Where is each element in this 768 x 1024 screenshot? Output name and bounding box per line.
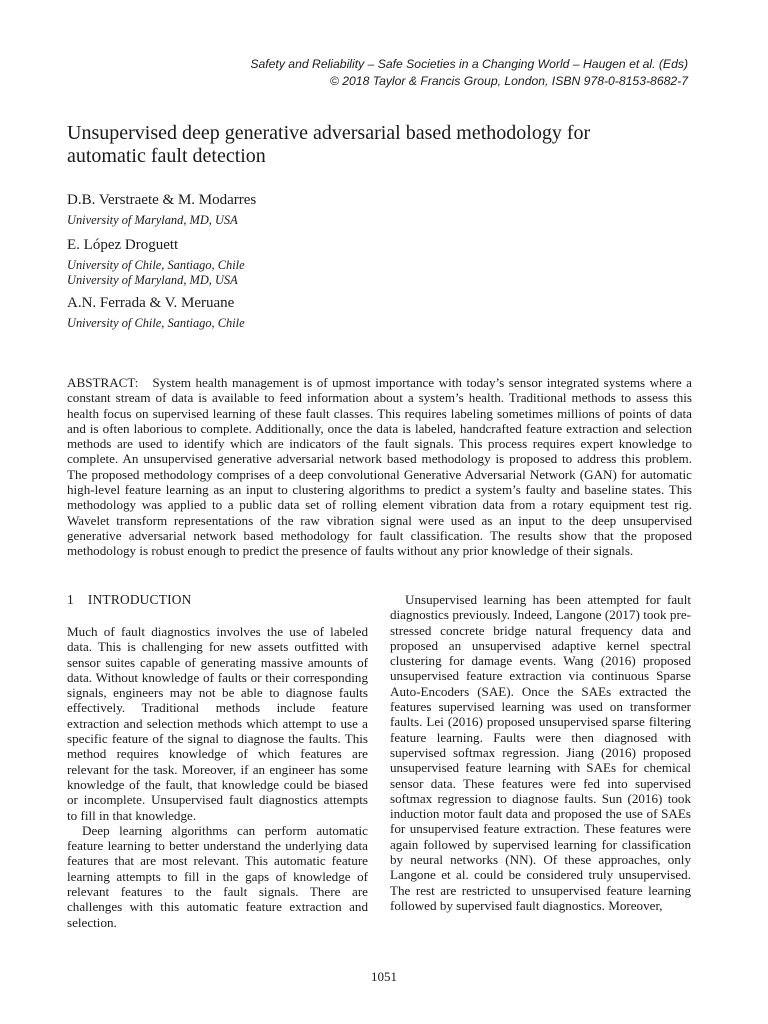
abstract-label: ABSTRACT:: [67, 375, 139, 390]
section-number: 1: [67, 592, 74, 607]
title-line-2: automatic fault detection: [67, 145, 266, 167]
section-heading: [67, 592, 368, 608]
author-names: D.B. Verstraete & M. Modarres: [67, 192, 257, 208]
body-paragraph: Much of fault diagnostics involves the use of labeled data. This is challenging for new assets outfitted with sensor suites capable of generating massive amounts of data. Without knowledge of faults or their corresponding signals, engineers may not be able to diagnose faults effectively. Traditional methods include feature extraction and selection methods which attempt to use a specific feature of the signal to diagnose the faults. This method requires knowledge of which features are relevant for the task. Moreover, if an engineer has some knowledge of the fault, that knowledge could be biased or incomplete. Unsupervised fault diagnostics attempts to fill in that knowledge.: [67, 624, 368, 823]
author-affiliation: University of Chile, Santiago, Chile: [67, 316, 245, 330]
header-line-copyright: © 2018 Taylor & Francis Group, London, ISBN 978-0-8153-8682-7: [329, 74, 688, 88]
body-column-left: [67, 592, 368, 930]
body-paragraph: Deep learning algorithms can perform automatic feature learning to better understand the underlying data features that are most relevant. This automatic feature learning attempts to fill in the gaps of knowledge of relevant features to the fault signals. There are challenges with this automatic feature extraction and selection.: [67, 822, 368, 930]
author-names: A.N. Ferrada & V. Meruane: [67, 295, 235, 311]
body-column-right: [390, 592, 691, 913]
author-group-1: [67, 191, 667, 228]
running-header: [88, 56, 688, 90]
body-paragraph: Unsupervised learning has been attempted for fault diagnostics previously. Indeed, Langone (2017) took pre-stressed concrete bridge natural frequency data and proposed an unsupervised adaptive kernel spectral clustering for damage events. Wang (2016) proposed unsupervised feature extraction via continuous Sparse Auto-Encoders (SAE). Once the SAEs extracted the features supervised learning was used on transformer faults. Lei (2016) proposed unsupervised sparse filtering feature learning. Faults were then diagnosed with supervised softmax regression. Jiang (2016) proposed unsupervised feature learning with SAEs for chemical sensor data. These features were fed into supervised softmax regression to diagnose faults. Sun (2016) took induction motor fault data and proposed the use of SAEs for unsupervised feature extraction. These features were again followed by supervised learning for classification by neural networks (NN). Of these approaches, only Langone et al. could be considered truly unsupervised. The rest are restricted to unsupervised feature learning followed by supervised fault diagnostics. Moreover,: [390, 592, 691, 913]
section-title: INTRODUCTION: [87, 592, 192, 607]
page-number: 1051: [371, 969, 397, 984]
header-line-proceedings: Safety and Reliability – Safe Societies in a Changing World – Haugen et al. (Eds): [250, 57, 688, 71]
author-names: E. López Droguett: [67, 237, 179, 253]
paper-title: [67, 122, 697, 168]
author-group-2: [67, 236, 667, 288]
author-affiliation: University of Maryland, MD, USA: [67, 273, 238, 287]
title-line-1: Unsupervised deep generative adversarial based methodology for: [67, 122, 591, 144]
author-affiliation: University of Maryland, MD, USA: [67, 213, 238, 227]
abstract-text: System health management is of upmost importance with today’s sensor integrated systems where a constant stream of data is available to feed information about a system’s health. Traditional methods to assess this health focus on supervised learning of these fault classes. This requires labeling sometimes millions of points of data and is often laborious to complete. Additionally, once the data is labeled, handcrafted feature extraction and selection methods are used to identify which are indicators of the fault signals. This process requires expert knowledge to complete. An unsupervised generative adversarial network based methodology is proposed to address this problem. The proposed methodology comprises of a deep convolutional Generative Adversarial Network (GAN) for automatic high-level feature learning as an input to clustering algorithms to predict a system’s faulty and baseline states. This methodology was applied to a public data set of rolling element vibration data from a rotary equipment test rig. Wavelet transform representations of the raw vibration signal were used as an input to the deep unsupervised generative adversarial network based methodology for fault classification. The results show that the proposed methodology is robust enough to predict the presence of faults without any prior knowledge of their signals.: [67, 375, 692, 559]
author-group-3: [67, 294, 667, 331]
author-affiliation: University of Chile, Santiago, Chile: [67, 258, 245, 272]
abstract: [67, 375, 692, 559]
